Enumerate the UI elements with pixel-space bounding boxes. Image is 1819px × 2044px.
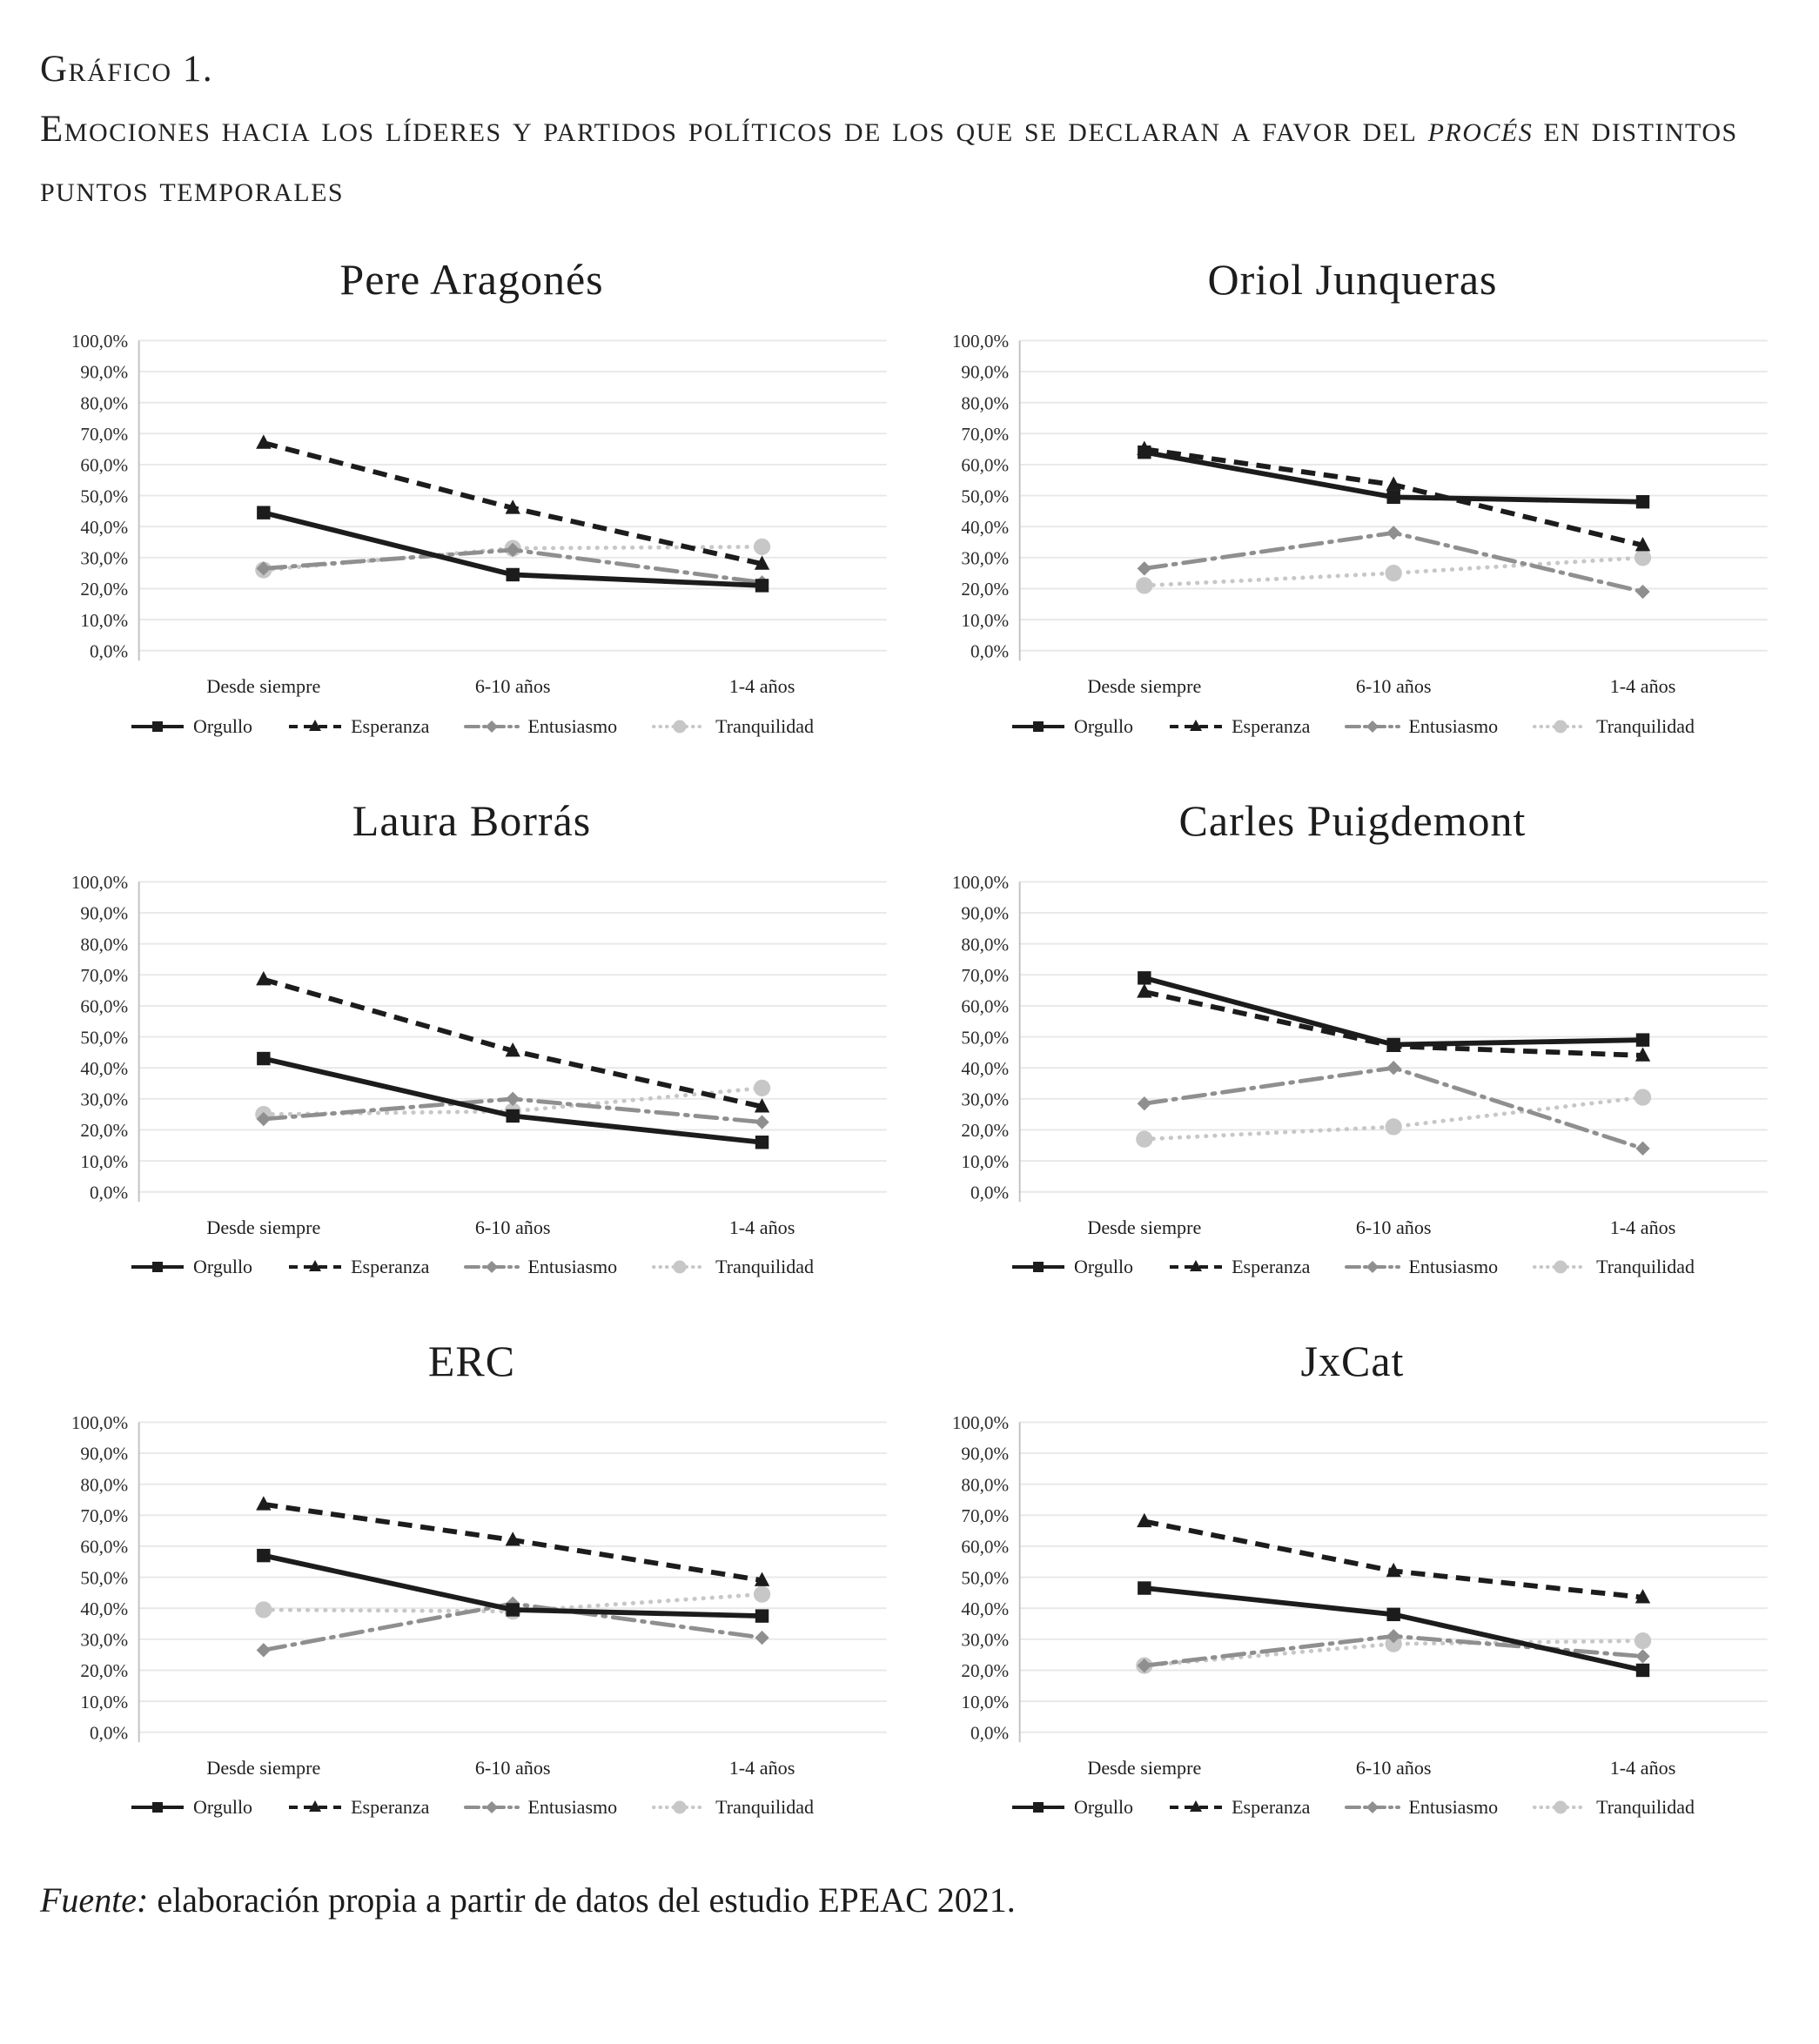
legend-item-orgullo bbox=[1010, 1796, 1133, 1819]
y-tick-label: 50,0% bbox=[80, 1567, 129, 1589]
x-category-label: 6-10 años bbox=[1355, 1216, 1432, 1238]
circle-marker-icon bbox=[1386, 565, 1402, 581]
y-tick-label: 70,0% bbox=[80, 424, 129, 446]
chart-oriol-junqueras bbox=[921, 245, 1784, 737]
legend-item-tranquilidad bbox=[652, 715, 814, 738]
legend-item-orgullo bbox=[1010, 715, 1133, 738]
diamond-marker-icon bbox=[755, 1631, 769, 1645]
y-tick-label: 50,0% bbox=[961, 1026, 1010, 1048]
square-marker-icon bbox=[1033, 721, 1044, 732]
legend-label: Entusiasmo bbox=[1408, 1256, 1499, 1278]
y-tick-label: 40,0% bbox=[80, 517, 129, 539]
chart-pere-aragones bbox=[40, 245, 903, 737]
chart-title: Carles Puigdemont bbox=[1178, 795, 1527, 845]
x-category-label: 6-10 años bbox=[1355, 1756, 1432, 1779]
y-tick-label: 0,0% bbox=[90, 1722, 129, 1744]
legend-label: Entusiasmo bbox=[527, 714, 618, 737]
y-tick-label: 40,0% bbox=[961, 517, 1010, 539]
dotted-line-circle-marker-icon bbox=[1533, 1799, 1588, 1816]
solid-line-square-marker-icon bbox=[1010, 1799, 1066, 1816]
y-tick-label: 70,0% bbox=[80, 1505, 129, 1527]
plot-svg bbox=[921, 327, 1784, 706]
legend-label: Esperanza bbox=[1232, 1256, 1311, 1278]
circle-marker-icon bbox=[674, 1801, 687, 1814]
y-tick-label: 70,0% bbox=[961, 424, 1010, 446]
y-tick-label: 0,0% bbox=[90, 640, 129, 662]
y-tick-label: 20,0% bbox=[80, 1660, 129, 1682]
x-category-label: 6-10 años bbox=[474, 1756, 551, 1779]
figure-title-text-rest: en distintos puntos temporales bbox=[40, 108, 1738, 210]
x-category-label: 6-10 años bbox=[474, 1216, 551, 1238]
source-note bbox=[40, 1880, 1784, 1920]
dashed-line-triangle-marker-icon bbox=[287, 1799, 343, 1816]
diamond-marker-icon bbox=[486, 1801, 498, 1813]
legend-item-orgullo bbox=[130, 1256, 252, 1278]
square-marker-icon bbox=[1138, 971, 1151, 984]
circle-marker-icon bbox=[1554, 1261, 1567, 1274]
y-tick-label: 0,0% bbox=[90, 1182, 129, 1203]
legend-label: Esperanza bbox=[1232, 1796, 1311, 1819]
legend-item-esperanza bbox=[1168, 715, 1310, 738]
y-tick-label: 50,0% bbox=[80, 1026, 129, 1048]
chart-legend bbox=[40, 1256, 903, 1278]
circle-marker-icon bbox=[1634, 1632, 1651, 1649]
x-category-label: 1-4 años bbox=[728, 1756, 795, 1779]
legend-label: Tranquilidad bbox=[715, 1256, 814, 1278]
solid-line-square-marker-icon bbox=[1010, 718, 1066, 735]
legend-label: Tranquilidad bbox=[715, 714, 814, 737]
x-category-label: Desde siempre bbox=[206, 1216, 321, 1238]
x-category-label: 1-4 años bbox=[1609, 1216, 1676, 1238]
square-marker-icon bbox=[1386, 491, 1399, 504]
legend-label: Orgullo bbox=[1074, 1256, 1134, 1278]
chart-legend bbox=[921, 715, 1784, 738]
chart-plot bbox=[921, 868, 1784, 1247]
series-entusiasmo bbox=[1138, 1061, 1650, 1156]
triangle-marker-icon bbox=[256, 435, 271, 449]
y-tick-label: 80,0% bbox=[961, 934, 1010, 955]
chart-plot bbox=[40, 1409, 903, 1787]
series-line bbox=[1144, 978, 1643, 1045]
y-tick-label: 20,0% bbox=[961, 1660, 1010, 1682]
square-marker-icon bbox=[1138, 446, 1151, 459]
legend-item-esperanza bbox=[1168, 1796, 1310, 1819]
legend-label: Orgullo bbox=[193, 1256, 253, 1278]
square-marker-icon bbox=[1033, 1802, 1044, 1813]
square-marker-icon bbox=[257, 506, 270, 519]
diamond-marker-icon bbox=[1635, 585, 1649, 599]
diamond-marker-icon bbox=[1635, 1649, 1649, 1663]
y-tick-label: 90,0% bbox=[80, 362, 129, 384]
square-marker-icon bbox=[1636, 1664, 1649, 1677]
dashdot-line-diamond-marker-icon bbox=[464, 718, 520, 735]
y-tick-label: 30,0% bbox=[80, 1089, 129, 1110]
y-tick-label: 90,0% bbox=[80, 902, 129, 924]
legend-item-orgullo bbox=[130, 1796, 252, 1819]
y-tick-label: 60,0% bbox=[961, 1536, 1010, 1558]
y-tick-label: 100,0% bbox=[70, 1412, 129, 1434]
dashed-line-triangle-marker-icon bbox=[1168, 1258, 1224, 1276]
y-tick-label: 100,0% bbox=[70, 331, 129, 352]
figure-header bbox=[40, 40, 1784, 219]
legend-item-tranquilidad bbox=[1533, 1256, 1695, 1278]
circle-marker-icon bbox=[255, 1601, 272, 1618]
legend-item-entusiasmo bbox=[464, 715, 617, 738]
square-marker-icon bbox=[1636, 1033, 1649, 1046]
chart-plot bbox=[40, 868, 903, 1247]
diamond-marker-icon bbox=[1386, 526, 1400, 540]
circle-marker-icon bbox=[1634, 550, 1651, 566]
square-marker-icon bbox=[1033, 1262, 1044, 1272]
triangle-marker-icon bbox=[256, 971, 271, 985]
y-tick-label: 90,0% bbox=[961, 362, 1010, 384]
series-line bbox=[1144, 1521, 1643, 1597]
legend-item-tranquilidad bbox=[1533, 1796, 1695, 1819]
diamond-marker-icon bbox=[1386, 1061, 1400, 1075]
diamond-marker-icon bbox=[1635, 1141, 1649, 1155]
y-tick-label: 40,0% bbox=[961, 1598, 1010, 1619]
diamond-marker-icon bbox=[486, 720, 498, 733]
circle-marker-icon bbox=[674, 1261, 687, 1274]
y-tick-label: 70,0% bbox=[961, 964, 1010, 986]
legend-item-orgullo bbox=[1010, 1256, 1133, 1278]
dotted-line-circle-marker-icon bbox=[652, 1258, 708, 1276]
chart-jxcat bbox=[921, 1327, 1784, 1819]
legend-item-tranquilidad bbox=[652, 1256, 814, 1278]
legend-item-entusiasmo bbox=[1345, 1796, 1498, 1819]
dashed-line-triangle-marker-icon bbox=[1168, 1799, 1224, 1816]
y-tick-label: 50,0% bbox=[961, 1567, 1010, 1589]
legend-label: Entusiasmo bbox=[1408, 714, 1499, 737]
y-tick-label: 30,0% bbox=[961, 1629, 1010, 1651]
circle-marker-icon bbox=[1634, 1089, 1651, 1105]
legend-item-esperanza bbox=[287, 1796, 429, 1819]
y-tick-label: 90,0% bbox=[961, 1443, 1010, 1464]
legend-label: Entusiasmo bbox=[527, 1796, 618, 1819]
diamond-marker-icon bbox=[1366, 1261, 1379, 1273]
dotted-line-circle-marker-icon bbox=[1533, 1258, 1588, 1276]
series-esperanza bbox=[256, 971, 769, 1112]
diamond-marker-icon bbox=[755, 1115, 769, 1129]
legend-item-entusiasmo bbox=[464, 1796, 617, 1819]
y-tick-label: 80,0% bbox=[80, 934, 129, 955]
series-orgullo bbox=[1138, 971, 1649, 1051]
legend-label: Entusiasmo bbox=[527, 1256, 618, 1278]
x-category-label: 6-10 años bbox=[474, 675, 551, 698]
y-tick-label: 30,0% bbox=[961, 547, 1010, 569]
legend-label: Tranquilidad bbox=[1596, 714, 1695, 737]
y-tick-label: 100,0% bbox=[951, 1412, 1010, 1434]
y-tick-label: 20,0% bbox=[961, 579, 1010, 600]
figure-title-italic-word: procés bbox=[1427, 108, 1534, 150]
y-tick-label: 40,0% bbox=[80, 1598, 129, 1619]
legend-label: Orgullo bbox=[193, 1796, 253, 1819]
square-marker-icon bbox=[1386, 1037, 1399, 1050]
y-tick-label: 70,0% bbox=[961, 1505, 1010, 1527]
x-category-label: 1-4 años bbox=[1609, 675, 1676, 698]
y-tick-label: 0,0% bbox=[970, 1182, 1010, 1203]
legend-label: Esperanza bbox=[351, 714, 430, 737]
source-text: elaboración propia a partir de datos del estudio EPEAC 2021. bbox=[148, 1880, 1016, 1920]
legend-item-tranquilidad bbox=[652, 1796, 814, 1819]
legend-label: Orgullo bbox=[1074, 1796, 1134, 1819]
charts-grid bbox=[40, 245, 1784, 1819]
square-marker-icon bbox=[506, 1603, 519, 1616]
diamond-marker-icon bbox=[257, 1643, 271, 1657]
series-tranquilidad bbox=[1136, 1089, 1651, 1147]
legend-label: Tranquilidad bbox=[1596, 1256, 1695, 1278]
y-tick-label: 60,0% bbox=[80, 1536, 129, 1558]
dashed-line-triangle-marker-icon bbox=[1168, 718, 1224, 735]
y-tick-label: 30,0% bbox=[80, 1629, 129, 1651]
x-category-label: 6-10 años bbox=[1355, 675, 1432, 698]
legend-item-orgullo bbox=[130, 715, 252, 738]
legend-label: Entusiasmo bbox=[1408, 1796, 1499, 1819]
y-tick-label: 80,0% bbox=[961, 1474, 1010, 1496]
square-marker-icon bbox=[257, 1549, 270, 1562]
y-tick-label: 80,0% bbox=[80, 392, 129, 414]
chart-carles-puigdemont bbox=[921, 787, 1784, 1278]
series-line bbox=[1144, 1068, 1643, 1149]
square-marker-icon bbox=[755, 1609, 769, 1622]
y-tick-label: 90,0% bbox=[961, 902, 1010, 924]
dashdot-line-diamond-marker-icon bbox=[1345, 1799, 1400, 1816]
chart-legend bbox=[921, 1256, 1784, 1278]
y-tick-label: 10,0% bbox=[80, 610, 129, 632]
series-tranquilidad bbox=[1136, 550, 1651, 594]
chart-title: JxCat bbox=[1300, 1337, 1405, 1386]
circle-marker-icon bbox=[754, 539, 770, 555]
circle-marker-icon bbox=[754, 1079, 770, 1096]
square-marker-icon bbox=[1386, 1608, 1399, 1621]
chart-legend bbox=[40, 1796, 903, 1819]
square-marker-icon bbox=[152, 1262, 163, 1272]
plot-svg bbox=[921, 868, 1784, 1247]
chart-legend bbox=[921, 1796, 1784, 1819]
circle-marker-icon bbox=[1554, 1801, 1567, 1814]
diamond-marker-icon bbox=[506, 1091, 520, 1105]
y-tick-label: 30,0% bbox=[80, 547, 129, 569]
solid-line-square-marker-icon bbox=[1010, 1258, 1066, 1276]
circle-marker-icon bbox=[1386, 1118, 1402, 1135]
dashdot-line-diamond-marker-icon bbox=[464, 1799, 520, 1816]
chart-plot bbox=[921, 327, 1784, 706]
dotted-line-circle-marker-icon bbox=[1533, 718, 1588, 735]
y-tick-label: 10,0% bbox=[961, 1150, 1010, 1172]
legend-item-entusiasmo bbox=[464, 1256, 617, 1278]
legend-item-esperanza bbox=[287, 715, 429, 738]
y-tick-label: 100,0% bbox=[951, 331, 1010, 352]
dashdot-line-diamond-marker-icon bbox=[464, 1258, 520, 1276]
chart-plot bbox=[40, 327, 903, 706]
diamond-marker-icon bbox=[1366, 1801, 1379, 1813]
square-marker-icon bbox=[1636, 495, 1649, 508]
solid-line-square-marker-icon bbox=[130, 1799, 185, 1816]
legend-label: Tranquilidad bbox=[715, 1796, 814, 1819]
square-marker-icon bbox=[152, 1802, 163, 1813]
square-marker-icon bbox=[506, 568, 519, 581]
x-category-label: Desde siempre bbox=[206, 675, 321, 698]
circle-marker-icon bbox=[674, 720, 687, 733]
circle-marker-icon bbox=[1136, 1130, 1152, 1147]
y-tick-label: 10,0% bbox=[80, 1150, 129, 1172]
dashed-line-triangle-marker-icon bbox=[287, 1258, 343, 1276]
square-marker-icon bbox=[257, 1052, 270, 1065]
legend-item-esperanza bbox=[1168, 1256, 1310, 1278]
y-tick-label: 90,0% bbox=[80, 1443, 129, 1464]
legend-item-entusiasmo bbox=[1345, 715, 1498, 738]
diamond-marker-icon bbox=[1366, 720, 1379, 733]
legend-item-entusiasmo bbox=[1345, 1256, 1498, 1278]
y-tick-label: 0,0% bbox=[970, 1722, 1010, 1744]
chart-title: Oriol Junqueras bbox=[1207, 255, 1498, 305]
dashdot-line-diamond-marker-icon bbox=[1345, 718, 1400, 735]
plot-svg bbox=[40, 1409, 903, 1787]
series-esperanza bbox=[1137, 1513, 1650, 1604]
y-tick-label: 40,0% bbox=[80, 1057, 129, 1079]
x-category-label: 1-4 años bbox=[728, 1216, 795, 1238]
plot-svg bbox=[921, 1409, 1784, 1787]
legend-label: Esperanza bbox=[351, 1256, 430, 1278]
y-tick-label: 60,0% bbox=[80, 455, 129, 477]
circle-marker-icon bbox=[1136, 578, 1152, 594]
legend-item-tranquilidad bbox=[1533, 715, 1695, 738]
dashdot-line-diamond-marker-icon bbox=[1345, 1258, 1400, 1276]
diamond-marker-icon bbox=[486, 1261, 498, 1273]
chart-legend bbox=[40, 715, 903, 738]
square-marker-icon bbox=[755, 580, 769, 593]
y-tick-label: 50,0% bbox=[80, 486, 129, 507]
y-tick-label: 10,0% bbox=[80, 1691, 129, 1712]
legend-label: Esperanza bbox=[1232, 714, 1311, 737]
legend-label: Esperanza bbox=[351, 1796, 430, 1819]
legend-label: Orgullo bbox=[193, 714, 253, 737]
y-tick-label: 10,0% bbox=[961, 1691, 1010, 1712]
figure-title-text: Emociones hacia los líderes y partidos políticos de los que se declaran a favor del bbox=[40, 108, 1428, 150]
y-tick-label: 70,0% bbox=[80, 964, 129, 986]
chart-laura-borras bbox=[40, 787, 903, 1278]
y-tick-label: 20,0% bbox=[80, 1119, 129, 1141]
diamond-marker-icon bbox=[1138, 562, 1151, 576]
source-label: Fuente: bbox=[40, 1880, 149, 1920]
y-tick-label: 30,0% bbox=[961, 1089, 1010, 1110]
x-category-label: Desde siempre bbox=[1087, 1756, 1202, 1779]
x-category-label: Desde siempre bbox=[206, 1756, 321, 1779]
figure-title bbox=[40, 100, 1784, 220]
chart-plot bbox=[921, 1409, 1784, 1787]
y-tick-label: 80,0% bbox=[80, 1474, 129, 1496]
dotted-line-circle-marker-icon bbox=[652, 1799, 708, 1816]
y-tick-label: 50,0% bbox=[961, 486, 1010, 507]
solid-line-square-marker-icon bbox=[130, 718, 185, 735]
y-tick-label: 10,0% bbox=[961, 610, 1010, 632]
y-tick-label: 20,0% bbox=[80, 579, 129, 600]
y-tick-label: 60,0% bbox=[80, 995, 129, 1017]
plot-svg bbox=[40, 327, 903, 706]
chart-title: Pere Aragonés bbox=[339, 255, 604, 305]
legend-label: Tranquilidad bbox=[1596, 1796, 1695, 1819]
square-marker-icon bbox=[755, 1136, 769, 1149]
figure-label: Gráfico 1. bbox=[40, 49, 214, 90]
square-marker-icon bbox=[1138, 1581, 1151, 1594]
circle-marker-icon bbox=[754, 1586, 770, 1603]
square-marker-icon bbox=[152, 721, 163, 732]
x-category-label: 1-4 años bbox=[1609, 1756, 1676, 1779]
y-tick-label: 100,0% bbox=[951, 871, 1010, 893]
chart-title: ERC bbox=[427, 1337, 516, 1386]
circle-marker-icon bbox=[1554, 720, 1567, 733]
solid-line-square-marker-icon bbox=[130, 1258, 185, 1276]
y-tick-label: 0,0% bbox=[970, 640, 1010, 662]
square-marker-icon bbox=[506, 1109, 519, 1122]
chart-erc bbox=[40, 1327, 903, 1819]
y-tick-label: 60,0% bbox=[961, 995, 1010, 1017]
x-category-label: Desde siempre bbox=[1087, 675, 1202, 698]
legend-label: Orgullo bbox=[1074, 714, 1134, 737]
dashed-line-triangle-marker-icon bbox=[287, 718, 343, 735]
y-tick-label: 60,0% bbox=[961, 455, 1010, 477]
chart-title: Laura Borrás bbox=[352, 795, 592, 845]
plot-svg bbox=[40, 868, 903, 1247]
x-category-label: 1-4 años bbox=[728, 675, 795, 698]
y-tick-label: 100,0% bbox=[70, 871, 129, 893]
legend-item-esperanza bbox=[287, 1256, 429, 1278]
y-tick-label: 40,0% bbox=[961, 1057, 1010, 1079]
x-category-label: Desde siempre bbox=[1087, 1216, 1202, 1238]
dotted-line-circle-marker-icon bbox=[652, 718, 708, 735]
y-tick-label: 20,0% bbox=[961, 1119, 1010, 1141]
y-tick-label: 80,0% bbox=[961, 392, 1010, 414]
